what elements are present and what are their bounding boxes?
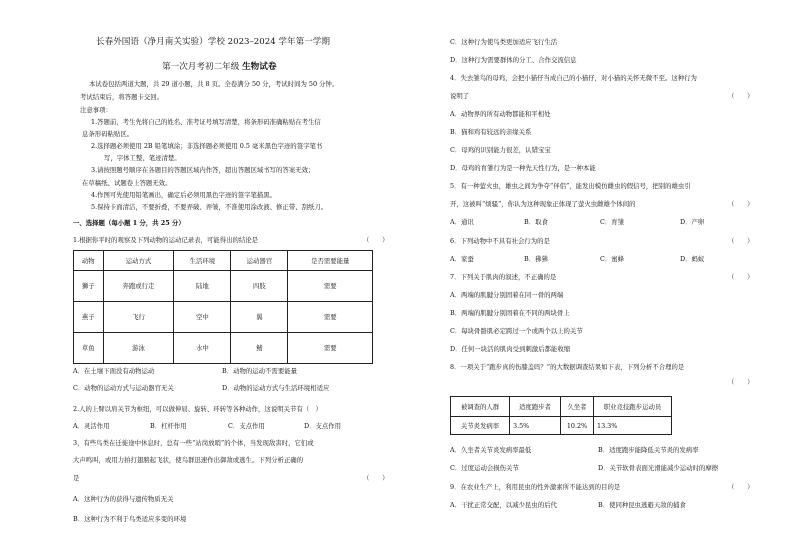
table-header-cell: 适度跑步者 (510, 397, 561, 417)
q6-option-a: A．家蚕 (450, 255, 474, 263)
q9-stem: 9．在农业生产上，利用昆虫的性外激素所不能达到的目的是 (450, 483, 621, 491)
q2-option-a: A．灵活作用 (73, 422, 110, 430)
q3-option-b: B．这种行为不利于鸟类适应多变的环境 (73, 515, 187, 523)
intro-line-2: 考试结束后，将答题卡交回。 (80, 93, 164, 101)
q5-option-d: D．产卵 (680, 218, 705, 226)
table-cell: 飞行 (103, 302, 174, 333)
table-cell: 四肢 (231, 271, 288, 302)
table-cell: 需要 (288, 333, 373, 364)
note-line: 2.选择题必须使用 2B 铅笔填涂；非选择题必须使用 0.5 毫米黑色字迹的签字笔书 (91, 142, 323, 150)
q5-option-c: C．育雏 (600, 218, 625, 226)
q4-option-a: A．动物界的所有动物都能和平相处 (450, 110, 551, 118)
q5-stem-line-1: 5．有一种萤火虫，雄虫之间为争夺“伴侣”，能发出模仿雌虫的假信号，把别的雄虫引 (450, 182, 691, 190)
q6-stem: 6．下列动物中不具有社会行为的是 (450, 237, 550, 245)
table-cell: 关节炎发病率 (451, 417, 510, 435)
table-cell: 水中 (174, 333, 231, 364)
q4-answer-paren: （ ） (728, 92, 754, 100)
q3-stem-line-1: 3，有些鸟类在迁徙途中休息时，总有一些“站岗放哨”的个体，当发现敌害时，它们或 (73, 439, 314, 447)
note-line: 在草稿纸、试题卷上答题无效。 (82, 179, 172, 187)
exam-subtitle (162, 62, 276, 73)
table-header-cell: 动物 (74, 251, 104, 271)
q1-option-c: C．动物的运动方式与运动器官无关 (73, 384, 174, 392)
q5-option-a: A．通讯 (450, 218, 474, 226)
q9-option-b: B．使同种昆虫逃避天敌的捕食 (598, 501, 686, 509)
note-line: 写，字体工整、笔迹清楚。 (104, 154, 181, 162)
exam-title: 长春外国语（净月南关实验）学校 2023–2024 学年第一学期 (96, 37, 330, 47)
q3-option-d: D．这种行为需要群体的分工、合作交流信息 (450, 56, 577, 64)
table-cell: 游泳 (103, 333, 174, 364)
q6-option-b: B．狒狒 (524, 255, 548, 263)
section-heading: 一、选择题（每小题 1 分，共 25 分） (73, 219, 185, 227)
table-cell: 需要 (288, 271, 373, 302)
table-cell: 草鱼 (74, 333, 104, 364)
table-header-cell: 生活环境 (174, 251, 231, 271)
table-header-cell: 是否需要能量 (288, 251, 373, 271)
table-header-row (74, 251, 373, 271)
table-row (451, 417, 672, 435)
table-header-cell: 被调查的人群 (451, 397, 510, 417)
q1-option-a: A．在土壤下面没有动物运动 (73, 367, 155, 375)
table-cell: 燕子 (74, 302, 104, 333)
table-header-cell: 职业竞技跑步运动员 (594, 397, 672, 417)
q6-answer-paren: （ ） (728, 237, 754, 245)
q1-option-b: B．动物的运动不需要能量 (222, 367, 297, 375)
q8-option-d: D．关节软骨表面光滑能减少运动时的摩擦 (598, 464, 719, 472)
q3-answer-paren: （ ） (363, 474, 389, 482)
note-line: 5.保持卡面清洁，不要折叠，不要弄破、弄皱，不准使用涂改液、修正带、刮纸刀。 (91, 203, 328, 211)
q7-option-d: D．任何一块活的肌肉受到刺激后都能收缩 (450, 345, 571, 353)
q3-stem-line-3: 是 (73, 474, 80, 482)
q2-option-d: D．支点作用 (304, 422, 342, 430)
table-cell: 鳍 (231, 333, 288, 364)
q5-answer-paren: （ ） (728, 200, 754, 208)
table-cell: 陆地 (174, 271, 231, 302)
q8-table (450, 396, 672, 435)
note-line: 3.请按照题号顺序在各题目的答题区域内作答，超出答题区域书写的答案无效； (91, 166, 315, 174)
q6-option-c: C．蜜蜂 (600, 255, 625, 263)
q6-option-d: D．蚂蚁 (680, 255, 705, 263)
q8-stem: 8．一项关于“跑步真的伤膝盖吗？”的大数据调查结果如下表，下列分析不合理的是 (450, 363, 685, 371)
subtitle-bold: 生物试卷 (242, 62, 277, 72)
q1-table (73, 250, 373, 364)
subtitle-prefix: 第一次月考初二年级 (162, 62, 243, 72)
q3-option-a: A．这种行为的获得与遗传物质无关 (73, 495, 174, 503)
q1-answer-paren: （ ） (363, 236, 389, 244)
q9-option-a: A．干扰正常交配，以减少昆虫的后代 (450, 501, 557, 509)
q1-stem: 1.根据你平时的观察及下列动物的运动记录表，可能得出的结论是 (73, 236, 259, 244)
q2-option-b: B．杠杆作用 (150, 422, 187, 430)
q1-option-d: D．动物的运动方式与生活环境相适应 (222, 384, 330, 392)
table-cell: 需要 (288, 302, 373, 333)
q4-option-b: B．猫和鸡有较远的亲缘关系 (450, 128, 532, 136)
table-header-cell: 久坐者 (561, 397, 594, 417)
q7-option-a: A．两端的肌腱分别固着在同一骨的两端 (450, 291, 564, 299)
q8-option-c: C．过度运动会损伤关节 (450, 464, 519, 472)
q8-answer-paren: （ ） (728, 378, 754, 386)
table-row (74, 271, 373, 302)
q5-stem-line-2: 开，这被叫“烦骚”，你认为这种现象正体现了萤火虫雌雄个体间的 (450, 200, 636, 208)
q4-stem-line-1: 4．失去雏鸟的母鸡，会把小猫仔当成自己的小猫仔，对小猫的关怀无微不至。这种行为 (450, 74, 697, 82)
table-header-cell: 运动方式 (103, 251, 174, 271)
table-cell: 13.3% (594, 417, 672, 435)
table-header-cell: 运动器官 (231, 251, 288, 271)
q2-stem: 2.人的上臂以肩关节为枢纽，可以做伸屈、旋转、环转等各种动作，这说明关节有（ ） (73, 405, 322, 413)
q8-option-a: A．久坐者关节炎发病率最低 (450, 446, 532, 454)
table-cell: 3.5% (510, 417, 561, 435)
q9-answer-paren: （ ） (728, 483, 754, 491)
q7-option-c: C．每块骨骼肌必定跨过一个或两个以上的关节 (450, 327, 583, 335)
note-line: 息条形码粘贴区。 (82, 130, 134, 138)
q7-answer-paren: （ ） (728, 273, 754, 281)
q5-option-b: B．取食 (524, 218, 548, 226)
q3-option-c: C．这种行为使鸟类更加适应飞行生活 (450, 38, 558, 46)
q4-option-c: C．母鸡的识别能力很差，认错宝宝 (450, 146, 551, 154)
q7-stem: 7．下列关于肌肉的叙述，不正确的是 (450, 273, 557, 281)
table-row (74, 333, 373, 364)
q3-stem-line-2: 大声鸣叫，或用力拍打翅膀起飞状，使鸟群迅速作出御敌或逃生。下列分析正确的 (73, 456, 304, 464)
note-line: 1.答题前，考生先将自己的姓名、准考证号填写清楚，将条形码准确粘贴在考生信 (91, 118, 321, 126)
table-row (74, 302, 373, 333)
q8-option-b: B．适度跑步能降低关节炎的发病率 (598, 446, 699, 454)
intro-line-1: 本试卷包括两道大题，共 29 道小题，共 8 页。全卷满分 50 分，考试时间为 50 分钟。 (89, 80, 339, 88)
notice-heading: 注意事项： (80, 106, 112, 114)
q2-option-c: C．支点作用 (228, 422, 265, 430)
table-cell: 翼 (231, 302, 288, 333)
table-header-row (451, 397, 672, 417)
q4-stem-line-2: 说明了 (450, 92, 470, 100)
note-line: 4.作图可先使用铅笔画出，确定后必须用黑色字迹的签字笔描黑。 (91, 191, 277, 199)
table-cell: 空中 (174, 302, 231, 333)
table-cell: 10.2% (561, 417, 594, 435)
table-cell: 奔跑或行走 (103, 271, 174, 302)
q7-option-b: B．两端的肌腱分别固着在不同的两块骨上 (450, 309, 570, 317)
table-cell: 狮子 (74, 271, 104, 302)
q4-option-d: D．母鸡的育雏行为是一种先天性行为，是一种本能 (450, 164, 596, 172)
